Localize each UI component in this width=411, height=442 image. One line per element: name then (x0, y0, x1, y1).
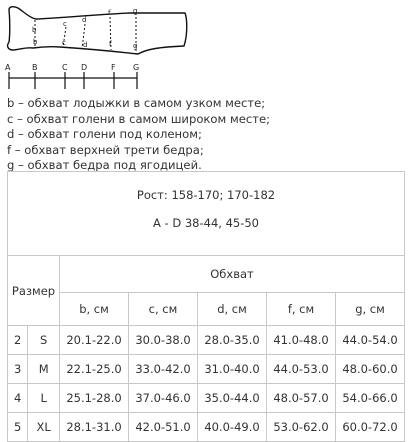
leg-measurement-diagram (0, 0, 411, 96)
ruler-label-a: A (5, 63, 11, 72)
column-header-c: c, см (129, 293, 198, 326)
size-number: 2 (8, 326, 28, 355)
legend-line-d: d – обхват голени под коленом; (7, 127, 202, 142)
table-row (8, 326, 405, 355)
cell-g: 44.0-54.0 (336, 326, 405, 355)
size-letter: M (28, 355, 60, 384)
size-number: 5 (8, 413, 28, 442)
cell-g: 54.0-66.0 (336, 384, 405, 413)
cell-d: 28.0-35.0 (198, 326, 267, 355)
height-line: Рост: 158-170; 170-182 (136, 188, 276, 202)
cell-f: 41.0-48.0 (267, 326, 336, 355)
legend-line-c: c – обхват голени в самом широком месте; (7, 111, 270, 126)
ruler-label-b: B (32, 63, 38, 72)
cell-d: 40.0-49.0 (198, 413, 267, 442)
column-header-g: g, см (336, 293, 405, 326)
measurement-legend (7, 96, 407, 174)
cell-c: 33.0-42.0 (129, 355, 198, 384)
cell-g: 60.0-72.0 (336, 413, 405, 442)
cell-c: 30.0-38.0 (129, 326, 198, 355)
size-table-info (8, 172, 405, 256)
size-number: 3 (8, 355, 28, 384)
legend-line-g: g – обхват бедра под ягодицей. (7, 158, 202, 173)
cell-g: 48.0-60.0 (336, 355, 405, 384)
legend-line-b: b – обхват лодыжки в самом узком месте; (7, 96, 266, 110)
mark-d-top: d (82, 16, 87, 24)
cell-f: 53.0-62.0 (267, 413, 336, 442)
size-letter: S (28, 326, 60, 355)
table-row (8, 384, 405, 413)
cell-d: 31.0-40.0 (198, 355, 267, 384)
mark-g-top: g (133, 7, 138, 15)
range-line: A - D 38-44, 45-50 (153, 216, 259, 230)
table-row (8, 355, 405, 384)
ruler-label-f: F (111, 63, 116, 72)
cell-b: 25.1-28.0 (60, 384, 129, 413)
mark-f-bottom: f (109, 40, 112, 48)
cell-f: 44.0-53.0 (267, 355, 336, 384)
cell-b: 28.1-31.0 (60, 413, 129, 442)
column-header-b: b, см (60, 293, 129, 326)
size-number: 4 (8, 384, 28, 413)
cell-b: 20.1-22.0 (60, 326, 129, 355)
size-letter: L (28, 384, 60, 413)
table-row (8, 413, 405, 442)
legend-line-f: f – обхват верхней трети бедра; (7, 142, 204, 157)
size-table (7, 171, 405, 442)
girth-header: Обхват (60, 256, 405, 293)
ruler-label-c: C (62, 63, 68, 72)
mark-f-top: f (108, 9, 111, 17)
mark-b-bottom: b (33, 38, 38, 46)
cell-c: 37.0-46.0 (129, 384, 198, 413)
cell-f: 48.0-57.0 (267, 384, 336, 413)
size-header: Размер (8, 256, 60, 326)
mark-g-bottom: g (133, 42, 138, 50)
mark-c-bottom: c (62, 39, 66, 47)
column-header-f: f, см (267, 293, 336, 326)
ruler-label-d: D (81, 63, 88, 72)
mark-c-top: c (63, 20, 67, 28)
cell-c: 42.0-51.0 (129, 413, 198, 442)
column-header-d: d, см (198, 293, 267, 326)
mark-b-top: b (32, 26, 37, 34)
size-letter: XL (28, 413, 60, 442)
ruler-label-g: G (133, 63, 140, 72)
cell-b: 22.1-25.0 (60, 355, 129, 384)
mark-d-bottom: d (83, 41, 88, 49)
cell-d: 35.0-44.0 (198, 384, 267, 413)
